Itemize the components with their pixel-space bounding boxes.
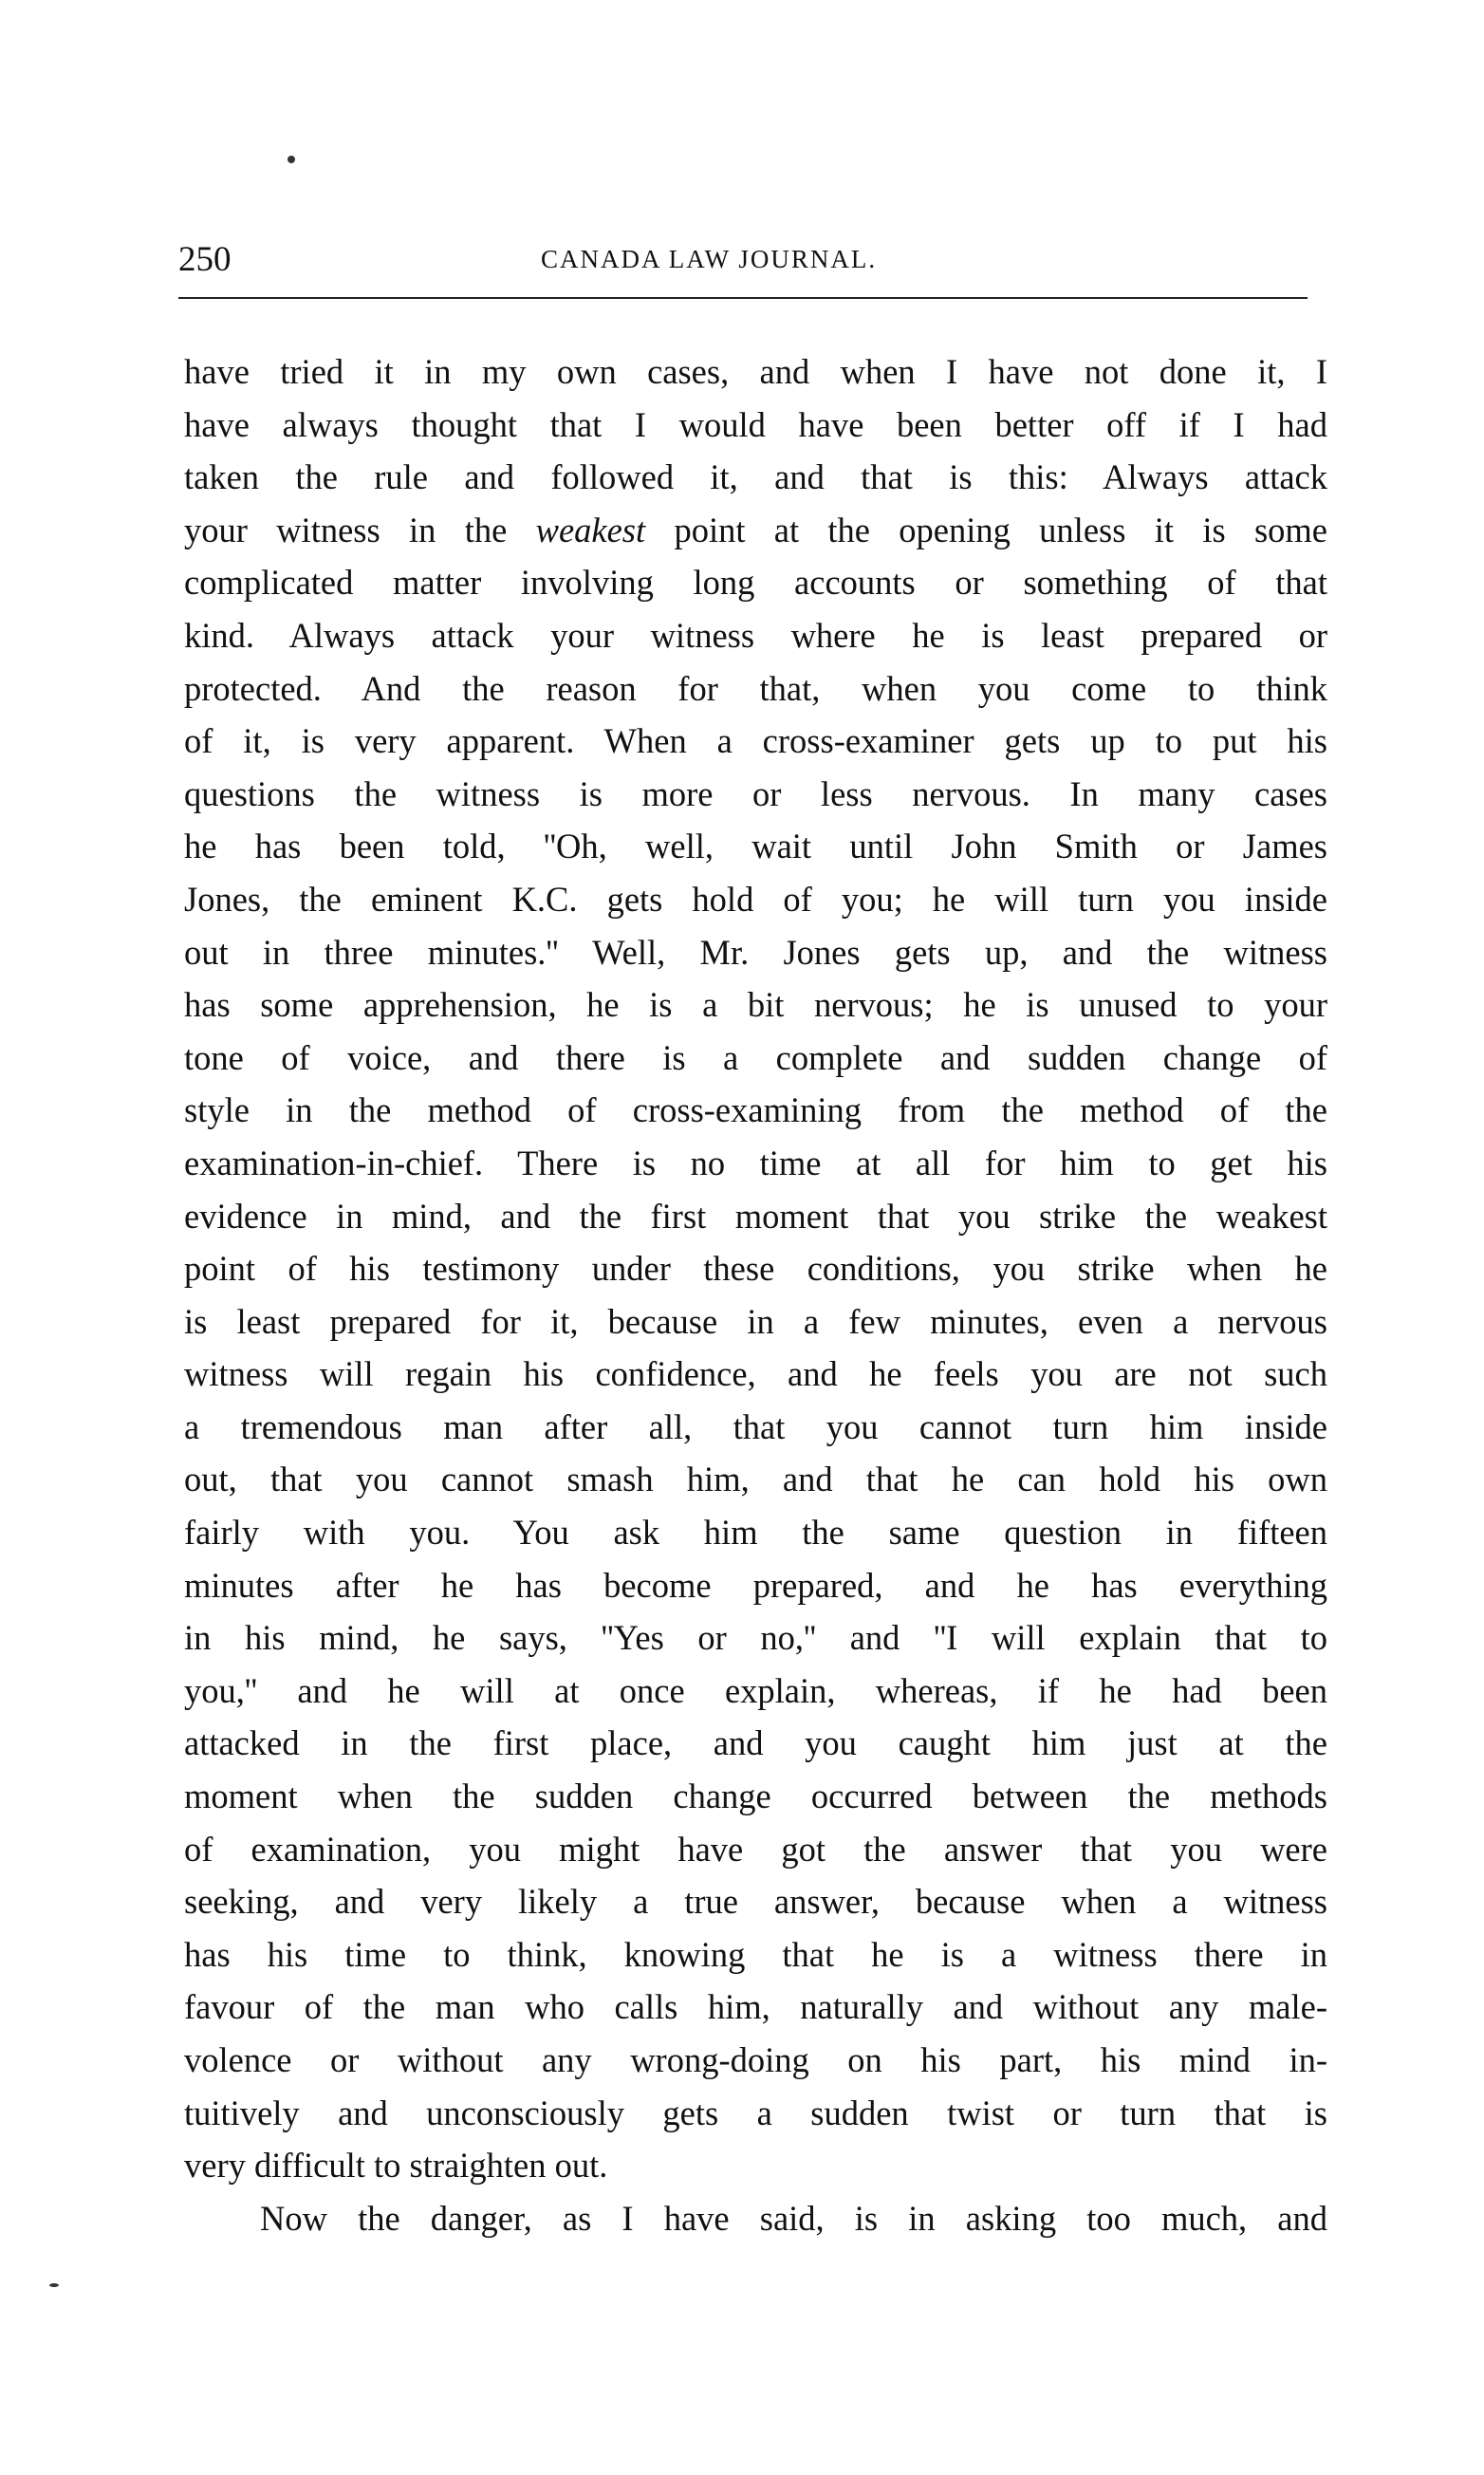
- text-line: tuitively and unconsciously gets a sudden twist or turn that is: [184, 2093, 1327, 2132]
- text-line: your witness in the weakest point at the opening unless it is some: [184, 510, 1328, 549]
- text-line: complicated matter involving long accounts or something of that: [184, 563, 1327, 603]
- page-number: 250: [178, 240, 232, 279]
- text-line: questions the witness is more or less nervous. In many cases: [184, 773, 1327, 813]
- text-line: a tremendous man after all, that you cannot turn him inside: [184, 1406, 1327, 1446]
- text-line: style in the method of cross-examining from the method of the: [184, 1090, 1327, 1130]
- text-line: examination-in-chief. There is no time at all for him to get his: [184, 1143, 1327, 1182]
- text-line: taken the rule and followed it, and that is this: Always attack: [184, 457, 1327, 497]
- text-line: kind. Always attack your witness where he is least prepared or: [184, 615, 1327, 655]
- text-line: he has been told, ''Oh, well, wait until John Smith or James: [184, 827, 1327, 866]
- text-line: tone of voice, and there is a complete and sudden change of: [184, 1037, 1327, 1077]
- text-line: attacked in the first place, and you caught him just at the: [184, 1723, 1327, 1763]
- text-line: of it, is very apparent. When a cross-examiner gets up to put his: [184, 721, 1327, 761]
- text-line: fairly with you. You ask him the same question in fifteen: [184, 1513, 1327, 1553]
- text-line: minutes after he has become prepared, and he has everything: [184, 1565, 1327, 1605]
- header-rule: [178, 297, 1308, 299]
- paragraph-end-line: very difficult to straighten out.: [184, 2146, 608, 2186]
- text-line: have always thought that I would have been better off if I had: [184, 404, 1327, 444]
- text-line: protected. And the reason for that, when you come to think: [184, 668, 1327, 708]
- text-line: has some apprehension, he is a bit nervous; he is unused to your: [184, 985, 1327, 1025]
- body-text: [184, 345, 1327, 2244]
- text-line: out, that you cannot smash him, and that he can hold his own: [184, 1460, 1327, 1499]
- text-line: evidence in mind, and the first moment that you strike the weakest: [184, 1196, 1327, 1236]
- text-line: you,'' and he will at once explain, whereas, if he had been: [184, 1670, 1327, 1710]
- text-line: witness will regain his confidence, and he feels you are not such: [184, 1354, 1327, 1394]
- text-line: is least prepared for it, because in a few minutes, even a nervous: [184, 1301, 1327, 1341]
- text-line: in his mind, he says, ''Yes or no,'' and ''I will explain that to: [184, 1618, 1327, 1658]
- text-line: has his time to think, knowing that he is a witness there in: [184, 1934, 1327, 1974]
- italic-emphasis: weakest: [535, 510, 646, 549]
- text-line: have tried it in my own cases, and when I have not done it, I: [184, 352, 1327, 391]
- text-line: out in three minutes.'' Well, Mr. Jones gets up, and the witness: [184, 932, 1327, 972]
- text-line: moment when the sudden change occurred between the methods: [184, 1777, 1327, 1816]
- text-line: volence or without any wrong-doing on his part, his mind in-: [184, 2040, 1327, 2079]
- running-title: CANADA LAW JOURNAL.: [541, 245, 878, 273]
- text-line: of examination, you might have got the answer that you were: [184, 1829, 1327, 1869]
- text-line: favour of the man who calls him, naturally and without any male-: [184, 1987, 1327, 2027]
- ink-speck-left: [49, 2283, 59, 2287]
- ink-speck-top: [288, 156, 295, 163]
- text-line: Jones, the eminent K.C. gets hold of you; he will turn you inside: [184, 879, 1327, 919]
- paragraph-start-line: Now the danger, as I have said, is in asking too much, and: [260, 2198, 1327, 2238]
- text-line: point of his testimony under these conditions, you strike when he: [184, 1249, 1327, 1289]
- text-line: seeking, and very likely a true answer, because when a witness: [184, 1882, 1327, 1922]
